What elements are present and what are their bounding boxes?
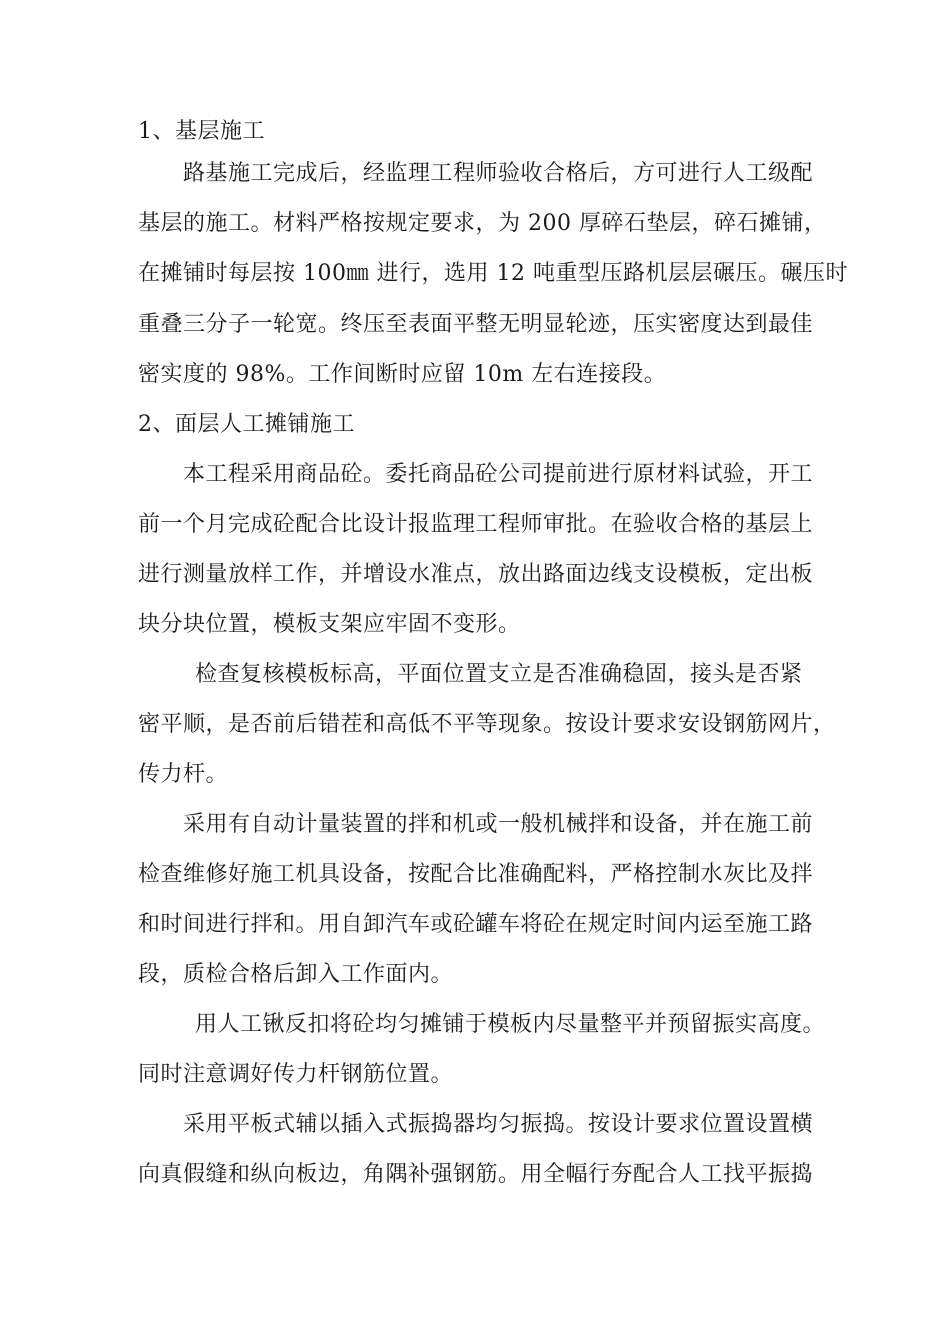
paragraph-line: 路基施工完成后，经监理工程师验收合格后，方可进行人工级配 [183, 161, 814, 186]
paragraph-line: 采用有自动计量装置的拌和机或一般机械拌和设备，并在施工前 [183, 812, 814, 837]
paragraph-line: 密平顺，是否前后错茬和高低不平等现象。按设计要求安设钢筋网片， [138, 712, 836, 737]
paragraph-line: 向真假缝和纵向板边，角隅补强钢筋。用全幅行夯配合人工找平振捣 [138, 1162, 814, 1187]
paragraph-line: 采用平板式辅以插入式振捣器均匀振捣。按设计要求位置设置横 [183, 1112, 814, 1137]
paragraph-line: 重叠三分子一轮宽。终压至表面平整无明显轮迹，压实密度达到最佳 [138, 312, 814, 337]
paragraph-line: 本工程采用商品砼。委托商品砼公司提前进行原材料试验，开工 [183, 462, 814, 487]
paragraph-line: 前一个月完成砼配合比设计报监理工程师审批。在验收合格的基层上 [138, 512, 814, 537]
paragraph-line: 进行测量放样工作，并增设水准点，放出路面边线支设模板，定出板 [138, 562, 814, 587]
paragraph-line: 检查维修好施工机具设备，按配合比准确配料，严格控制水灰比及拌 [138, 862, 814, 887]
section-heading-base-layer: 1、基层施工 [138, 119, 265, 144]
paragraph-line: 密实度的 98%。工作间断时应留 10m 左右连接段。 [138, 362, 667, 387]
paragraph-line: 同时注意调好传力杆钢筋位置。 [138, 1062, 454, 1087]
paragraph-line: 基层的施工。材料严格按规定要求，为 200 厚碎石垫层，碎石摊铺， [138, 211, 827, 236]
paragraph-line: 段，质检合格后卸入工作面内。 [138, 962, 454, 987]
paragraph-line: 传力杆。 [138, 762, 229, 787]
paragraph-line: 块分块位置，模板支架应牢固不变形。 [138, 612, 521, 637]
paragraph-line: 在摊铺时每层按 100㎜ 进行，选用 12 吨重型压路机层层碾压。碾压时 [138, 261, 848, 286]
paragraph-line: 检查复核模板标高，平面位置支立是否准确稳固，接头是否紧 [195, 662, 803, 687]
section-heading-surface-layer: 2、面层人工摊铺施工 [138, 412, 355, 437]
paragraph-line: 和时间进行拌和。用自卸汽车或砼罐车将砼在规定时间内运至施工路 [138, 912, 814, 937]
paragraph-line: 用人工锹反扣将砼均匀摊铺于模板内尽量整平并预留振实高度。 [195, 1012, 826, 1037]
